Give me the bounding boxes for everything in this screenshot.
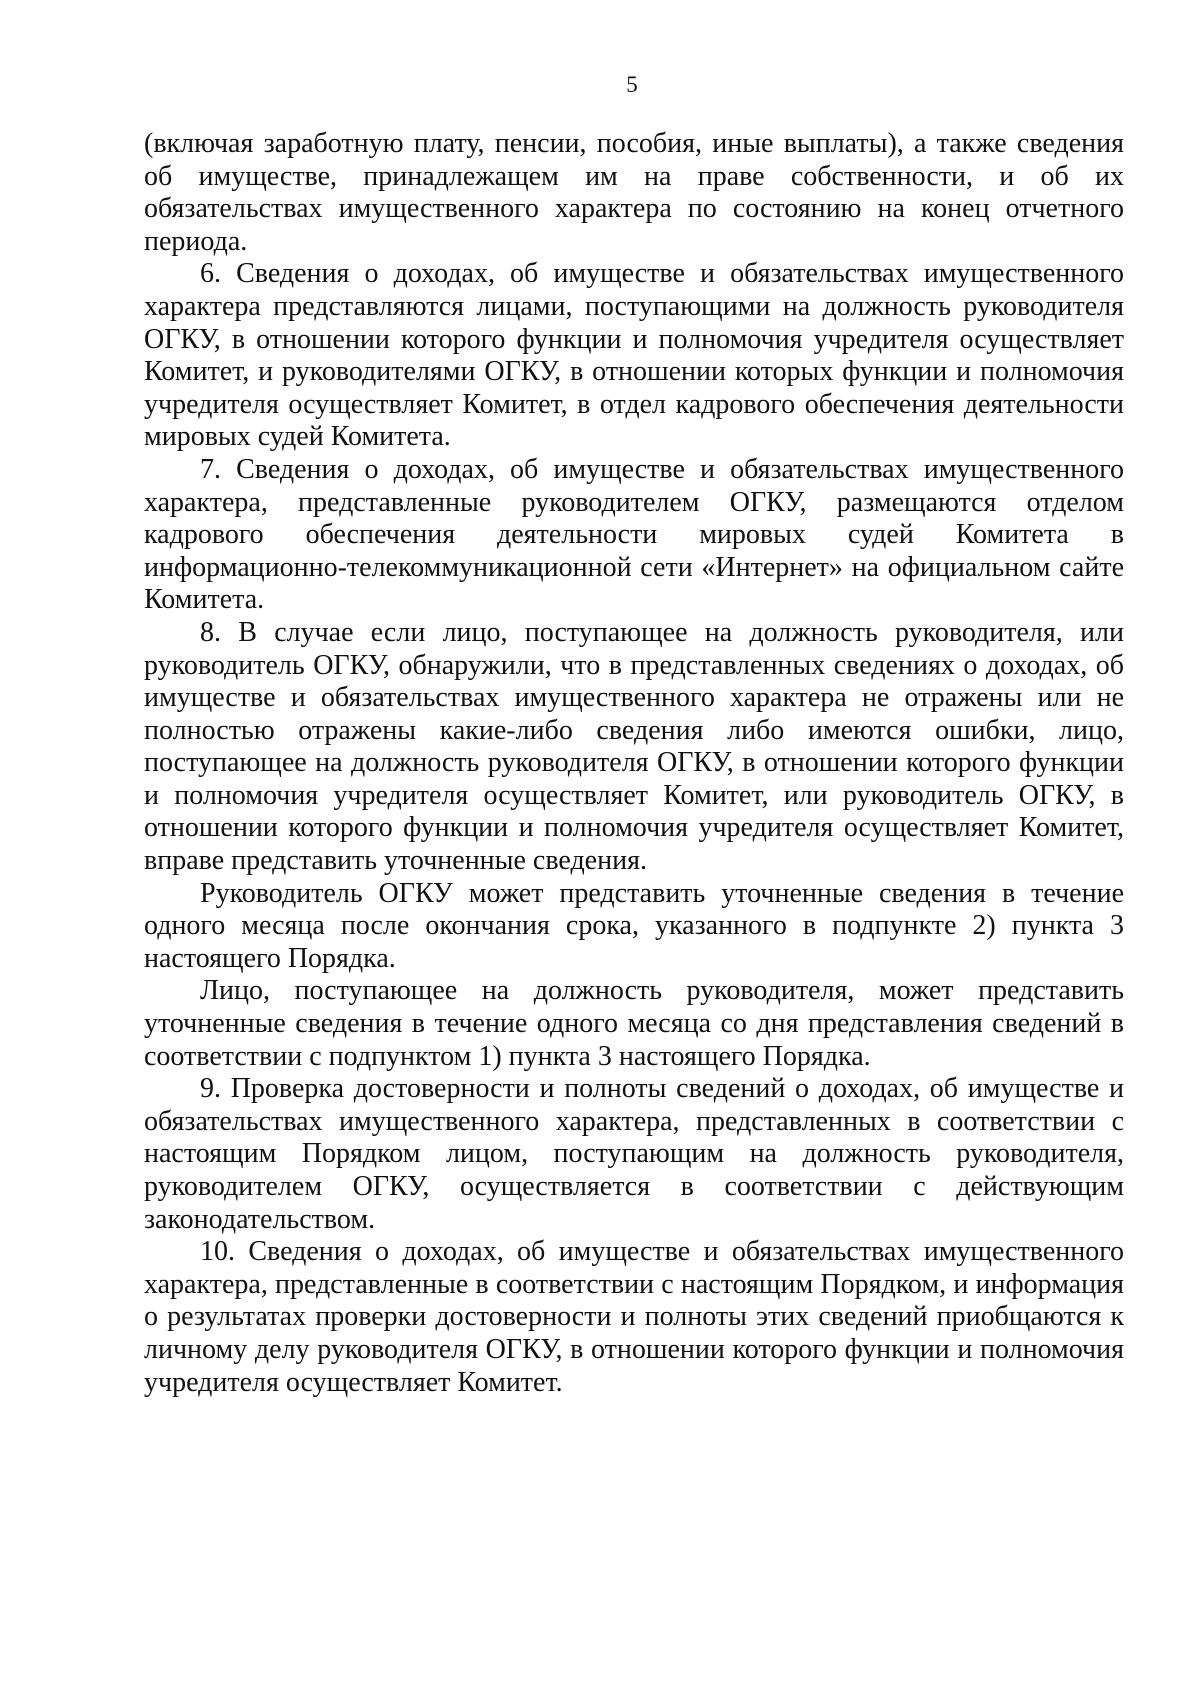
paragraph-item-9: 9. Проверка достоверности и полноты сведений о доходах, об имуществе и обязательствах имущественного характера, представленных в соответствии с настоящим Порядком лицом, поступающим на должность руководителя, руководителем ОГКУ, осуществляется в соответствии с действующим законодательством. bbox=[144, 1073, 1124, 1235]
document-body bbox=[144, 128, 1124, 1399]
paragraph-item-6: 6. Сведения о доходах, об имуществе и обязательствах имущественного характера представляются лицами, поступающими на должность руководителя ОГКУ, в отношении которого функции и полномочия учредителя осуществляет Комитет, и руководителями ОГКУ, в отношении которых функции и полномочия учредителя осуществляет Комитет, в отдел кадрового обеспечения деятельности мировых судей Комитета. bbox=[144, 258, 1124, 453]
paragraph-item-8: 8. В случае если лицо, поступающее на должность руководителя, или руководитель ОГКУ, обнаружили, что в представленных сведениях о доходах, об имуществе и обязательствах имущественного характера не отражены или не полностью отражены какие-либо сведения либо имеются ошибки, лицо, поступающее на должность руководителя ОГКУ, в отношении которого функции и полномочия учредителя осуществляет Комитет, или руководитель ОГКУ, в отношении которого функции и полномочия учредителя осуществляет Комитет, вправе представить уточненные сведения. bbox=[144, 616, 1124, 877]
paragraph-item-8-head-update: Руководитель ОГКУ может представить уточненные сведения в течение одного месяца после окончания срока, указанного в подпункте 2) пункта 3 настоящего Порядка. bbox=[144, 877, 1124, 974]
paragraph-item-7: 7. Сведения о доходах, об имуществе и обязательствах имущественного характера, представленные руководителем ОГКУ, размещаются отделом кадрового обеспечения деятельности мировых судей Комитета в информационно-телекоммуникационной сети «Интернет» на официальном сайте Комитета. bbox=[144, 453, 1124, 616]
paragraph-item-10: 10. Сведения о доходах, об имуществе и обязательствах имущественного характера, представленные в соответствии с настоящим Порядком, и информация о результатах проверки достоверности и полноты этих сведений приобщаются к личному делу руководителя ОГКУ, в отношении которого функции и полномочия учредителя осуществляет Комитет. bbox=[144, 1236, 1124, 1398]
paragraph-item-8-applicant-update: Лицо, поступающее на должность руководителя, может представить уточненные сведения в течение одного месяца со дня представления сведений в соответствии с подпунктом 1) пункта 3 настоящего Порядка. bbox=[144, 975, 1124, 1072]
paragraph-continuation: (включая заработную плату, пенсии, пособия, иные выплаты), а также сведения об имуществе, принадлежащем им на праве собственности, и об их обязательствах имущественного характера по состоянию на конец отчетного периода. bbox=[144, 128, 1124, 257]
page-number: 5 bbox=[626, 72, 638, 97]
